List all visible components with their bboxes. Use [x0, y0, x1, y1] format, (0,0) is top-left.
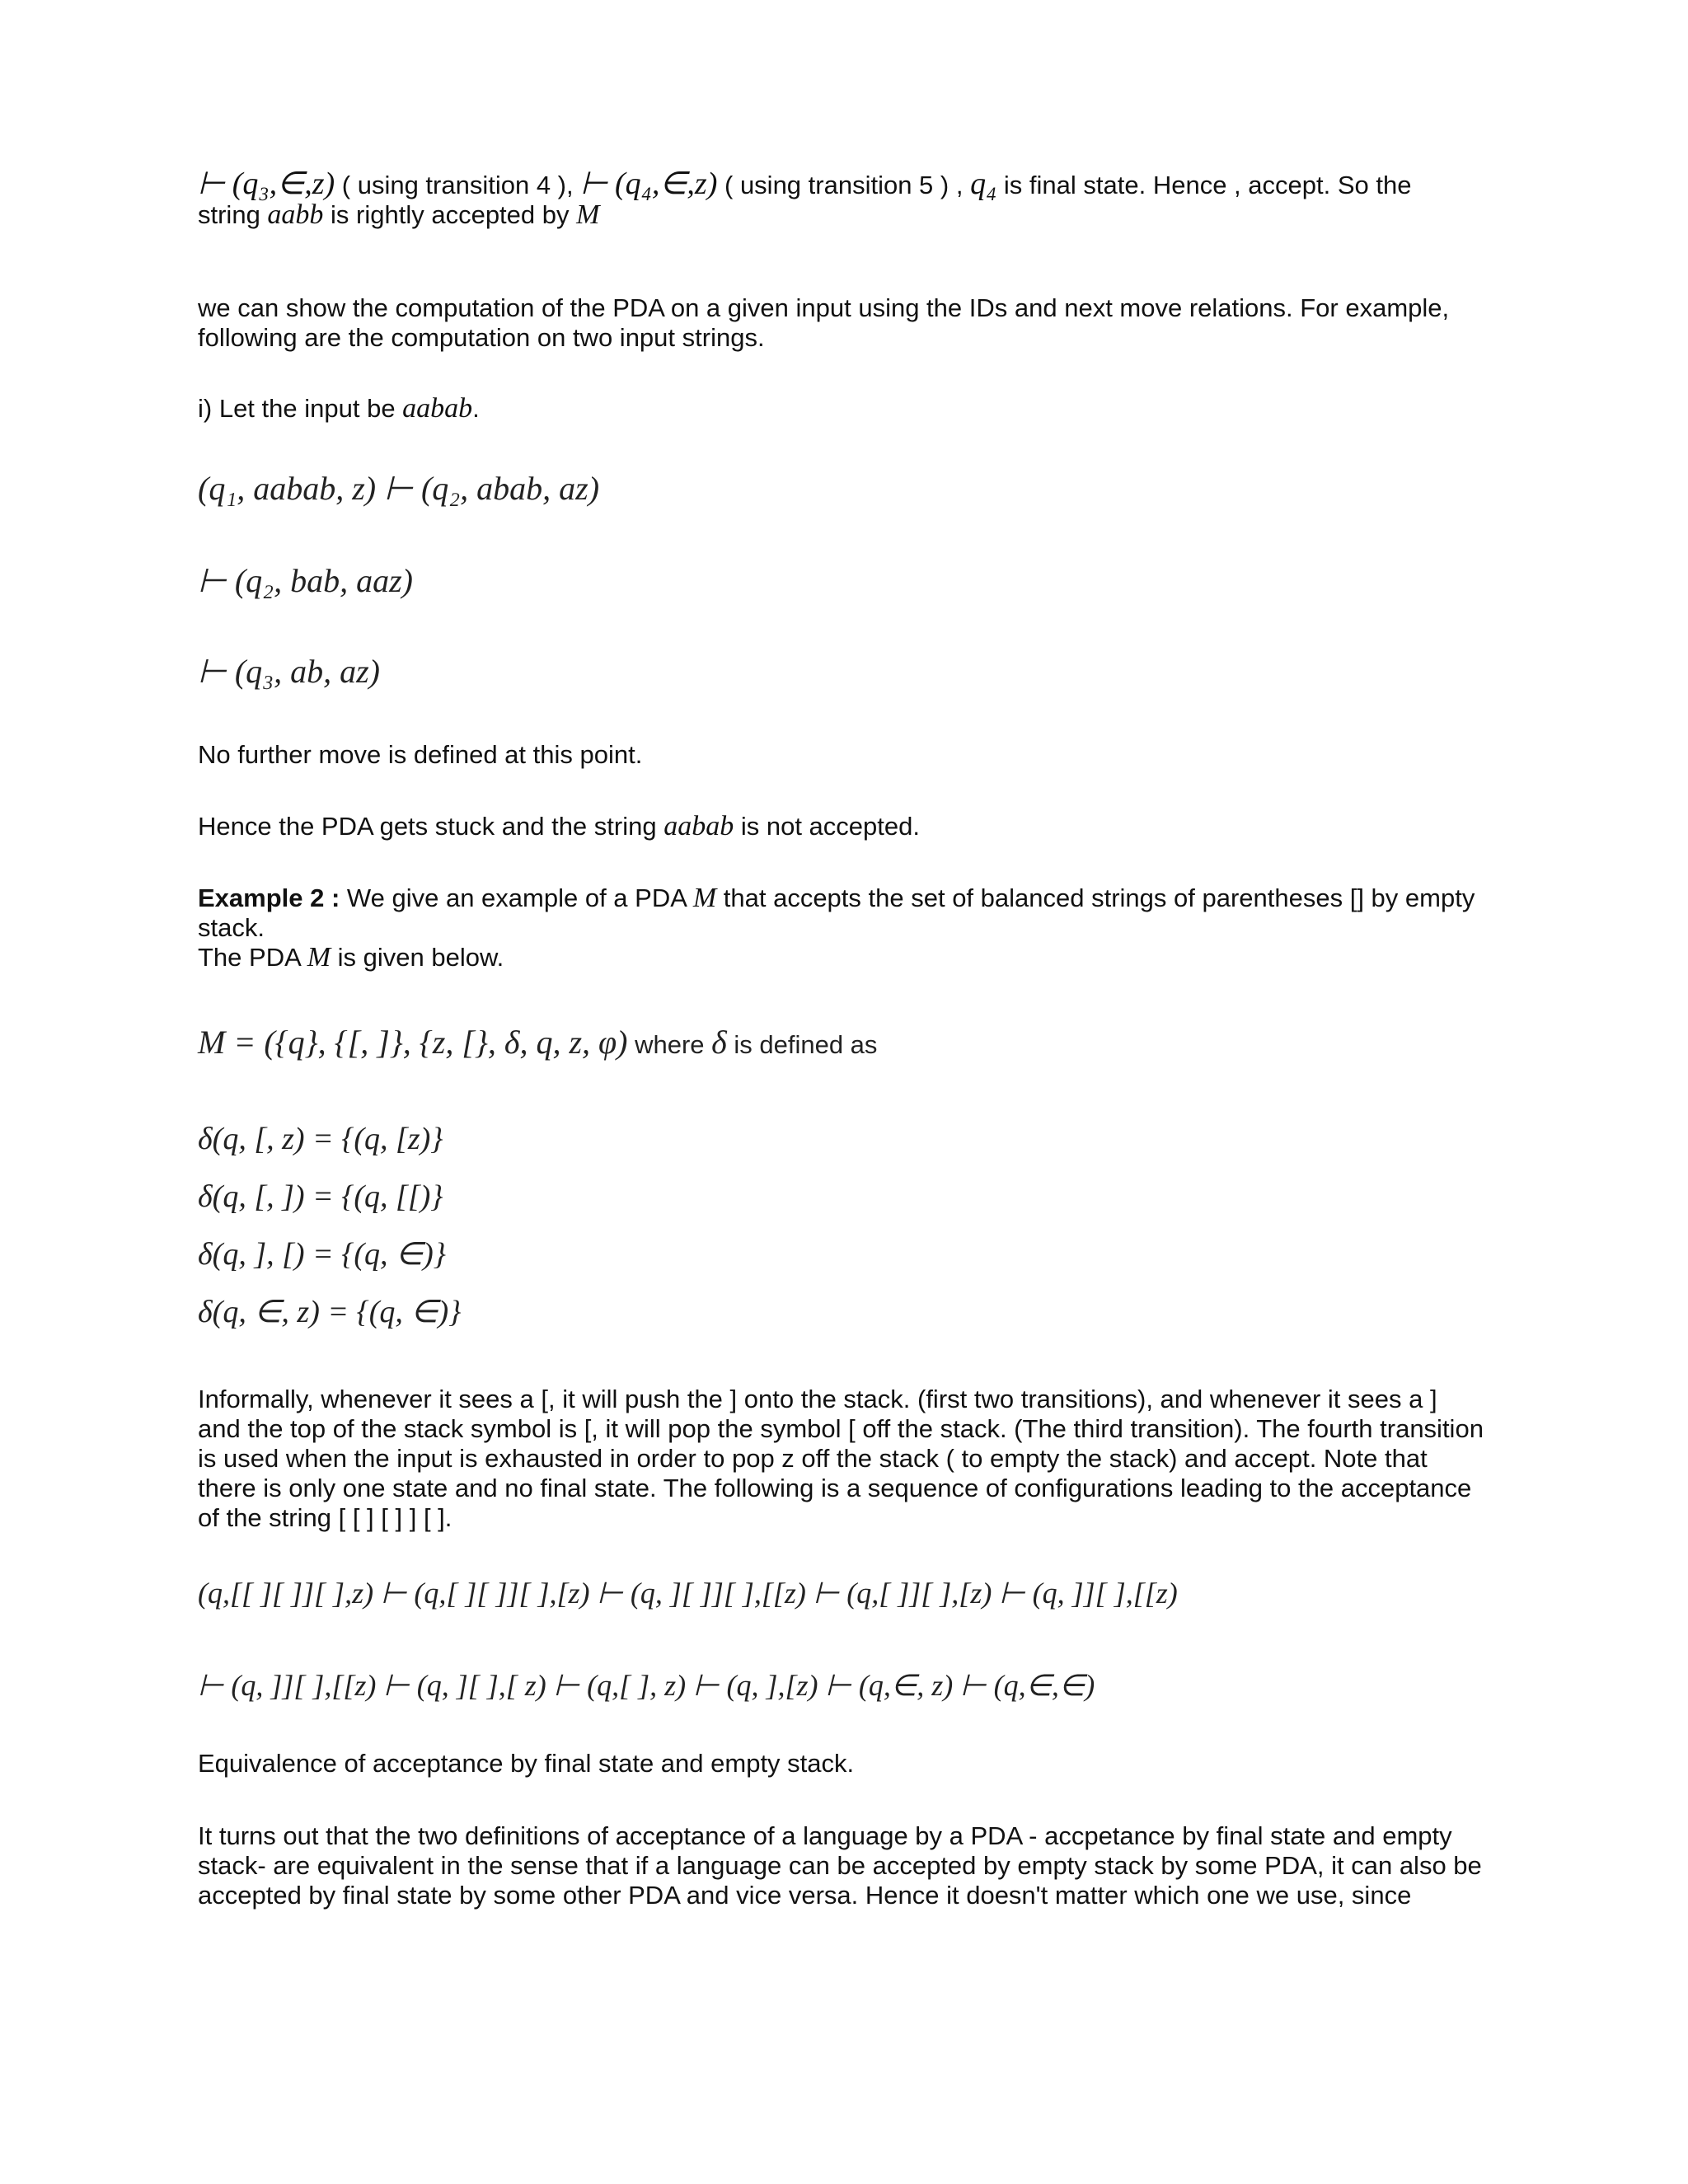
input-i-pre: i) Let the input be [198, 394, 403, 423]
definition-where: where [627, 1030, 712, 1059]
turnstile-symbol-2: ⊢ [580, 166, 608, 201]
id-q4: (q₄,∈,z) [614, 166, 718, 201]
line2-pre: string [198, 200, 268, 229]
computation-step-3: ⊢ (q₃, ab, az) [198, 653, 380, 690]
stuck-line [198, 812, 1484, 841]
definition-tail: is defined as [726, 1030, 878, 1059]
example2-M: M [692, 883, 717, 913]
input-word-aabab: aabab [402, 393, 473, 424]
id-q3: (q₃,∈,z) [232, 166, 335, 201]
final-state-q4: q₄ [970, 166, 997, 201]
computation-paragraph: we can show the computation of the PDA on a given input using the IDs and next move relations. For example, following are the computation on two input strings. [198, 293, 1450, 352]
string-aabb: aabb [267, 199, 324, 230]
transition-2: δ(q, [, ]) = {(q, [[)} [198, 1179, 443, 1214]
example2-post: that accepts the set of balanced strings of parentheses [] by empty stack. [198, 883, 1475, 942]
computation-step-2: ⊢ (q₂, bab, aaz) [198, 562, 413, 599]
given-M: M [307, 942, 331, 972]
line2-mid: is rightly accepted by [323, 200, 577, 229]
no-move-line: No further move is defined at this point. [198, 740, 643, 769]
configuration-line-1: (q,[[ ][ ]][ ],z) ⊢ (q,[ ][ ]][ ],[z) ⊢ (q, ][ ]][ ],[[z) ⊢ (q,[ ]][ ],[z) ⊢ (q, ]][ ],[[z) [198, 1577, 1178, 1610]
turnstile-symbol: ⊢ [198, 166, 226, 201]
machine-M: M [576, 199, 600, 230]
definition-formula: M = ({q}, {[, ]}, {z, [}, δ, q, z, φ) [198, 1024, 628, 1061]
final-state-note: is final state. Hence , accept. So the [996, 171, 1412, 199]
transition5-note: ( using transition 5 ) , [717, 171, 971, 199]
input-i-line [198, 394, 1484, 424]
informal-paragraph: Informally, whenever it sees a [, it will push the ] onto the stack. (first two transitions), and whenever it sees a ] and the top of the stack symbol is [, it will pop the symbol [ off the stack. (The third transition). The fourth transition is used when the input is exhausted in order to pop z off the stack ( to empty the stack) and accept. Note that there is only one state and no final state. The following is a sequence of configurations leading to the acceptance of the string [ [ ] [ ] ] [ ]. [198, 1385, 1484, 1532]
transition-1: δ(q, [, z) = {(q, [z)} [198, 1122, 443, 1156]
computation-step-1: (q₁, aabab, z) ⊢ (q₂, abab, az) [198, 470, 600, 507]
pda-definition [198, 1022, 877, 1066]
transition4-note: ( using transition 4 ), [335, 171, 581, 199]
transition-3: δ(q, ], [) = {(q, ∈)} [198, 1237, 446, 1272]
accept-trace-line [198, 166, 1484, 230]
stuck-pre: Hence the PDA gets stuck and the string [198, 812, 664, 841]
delta-symbol: δ [711, 1024, 727, 1061]
transition-4: δ(q, ∈, z) = {(q, ∈)} [198, 1295, 462, 1329]
equivalence-title: Equivalence of acceptance by final state and empty stack. [198, 1749, 855, 1778]
stuck-word-aabab: aabab [663, 811, 734, 841]
equivalence-paragraph: It turns out that the two definitions of acceptance of a language by a PDA - accpetance by final state and empty stack- are equivalent in the sense that if a language can be accepted by empty stack by some PDA, it can also be accepted by final state by some other PDA and vice versa. Hence it doesn't matter which one we use, since [198, 1821, 1482, 1910]
input-i-post: . [472, 394, 480, 423]
example2-pre: We give an example of a PDA [340, 883, 693, 912]
example2-label: Example 2 : [198, 883, 340, 912]
example2-paragraph [198, 883, 1484, 972]
configuration-line-2: ⊢ (q, ]][ ],[[z) ⊢ (q, ][ ],[ z) ⊢ (q,[ ], z) ⊢ (q, ],[z) ⊢ (q,∈, z) ⊢ (q,∈,∈) [198, 1669, 1095, 1702]
given-pre: The PDA [198, 943, 307, 972]
stuck-post: is not accepted. [734, 812, 920, 841]
given-post: is given below. [331, 943, 504, 972]
